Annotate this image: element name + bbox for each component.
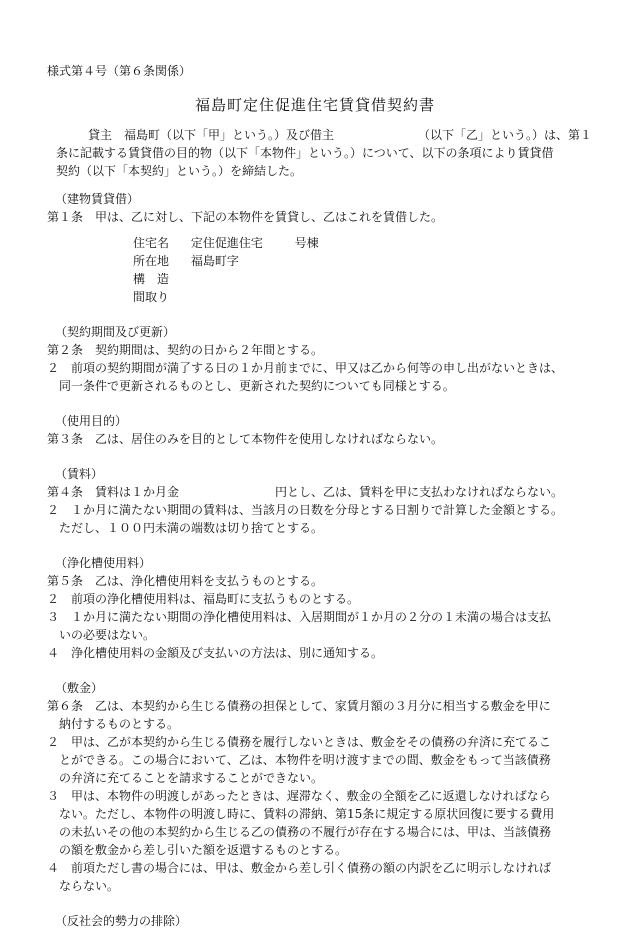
article-1-heading: （建物賃貸借） [55, 192, 140, 206]
property-label: 間取り [133, 290, 170, 304]
article-6-line: の弁済に充てることを請求することができない。 [59, 771, 324, 785]
article-6-line: ない。ただし、本物件の明渡し時に、賃料の滞納、第15条に規定する原状回復に要する費用 [59, 807, 555, 821]
article-3-heading: （使用目的） [55, 414, 128, 428]
article-5-line: ４ 浄化槽使用料の金額及び支払いの方法は、別に通知する。 [47, 646, 384, 660]
property-label: 構 造 [133, 272, 170, 286]
intro-line-1-a: 貸主 福島町（以下「甲」という。）及び借主 [88, 128, 335, 142]
property-value: 定住促進住宅 [190, 236, 263, 250]
article-4-line-1-b: 円とし、乙は、賃料を甲に支払わなければならない。 [275, 485, 564, 499]
property-value: 福島町字 [190, 254, 239, 268]
article-4-heading: （賃料） [55, 467, 104, 481]
contract-body [47, 190, 597, 930]
intro-line-2: 条に記載する賃貸借の目的物（以下「本物件」という。）について、以下の条項により賃貸借 [56, 146, 554, 160]
article-4-line: ２ １か月に満たない期間の賃料は、当該月の日数を分母とする日割りで計算した金額とする。 [47, 503, 564, 517]
article-6-line: ３ 甲は、本物件の明渡しがあったときは、遅滞なく、敷金の全額を乙に返還しなければなら [47, 789, 551, 803]
article-4-line: ただし、１００円未満の端数は切り捨てとする。 [59, 521, 324, 535]
intro-line-1 [56, 126, 596, 144]
form-number: 様式第４号（第６条関係） [47, 64, 192, 78]
intro-paragraph [56, 126, 596, 180]
property-suffix: 号棟 [294, 236, 319, 250]
property-row [133, 288, 597, 306]
article-6-line: の額を敷金から差し引いた額を返還するものとする。 [59, 843, 348, 857]
article-6-line: ならない。 [59, 879, 120, 893]
document-title: 福島町定住促進住宅賃貸借契約書 [194, 96, 435, 114]
article-2-heading: （契約期間及び更新） [55, 325, 176, 339]
article-7-heading: （反社会的勢力の排除） [55, 914, 188, 928]
article-6-line: ２ 甲は、乙が本契約から生じる債務を履行しないときは、敷金をその債務の弁済に充てるこ [47, 735, 552, 749]
article-3-line: 第３条 乙は、居住のみを目的として本物件を使用しなければならない。 [47, 432, 444, 446]
article-5-heading: （浄化槽使用料） [55, 556, 152, 570]
property-table [133, 234, 597, 306]
article-6-line: ４ 前項ただし書の場合には、甲は、敷金から差し引く債務の額の内訳を乙に明示しなければ [47, 861, 552, 875]
article-5-line: いの必要はない。 [59, 628, 156, 642]
article-2-line: 同一条件で更新されるものとし、更新された契約についても同様とする。 [59, 379, 455, 393]
article-2-line: 第２条 契約期間は、契約の日から２年間とする。 [47, 343, 324, 357]
article-6-line: とができる。この場合において、乙は、本物件を明け渡すまでの間、敷金をもって当該債務 [59, 753, 551, 767]
intro-line-1-b: （以下「乙」という。）は、第１ [418, 128, 593, 142]
property-row [133, 270, 597, 288]
property-label: 所在地 [133, 254, 170, 268]
article-6-line: 納付するものとする。 [59, 717, 180, 731]
article-1-line: 第１条 甲は、乙に対し、下記の本物件を賃貸し、乙はこれを賃借した。 [47, 210, 444, 224]
article-4-line-1-a: 第４条 賃料は１か月金 [47, 485, 180, 499]
article-5-line: ２ 前項の浄化槽使用料は、福島町に支払うものとする。 [47, 592, 360, 606]
article-5-line: 第５条 乙は、浄化槽使用料を支払うものとする。 [47, 574, 324, 588]
intro-line-3: 契約（以下「本契約」という。）を締結した。 [56, 164, 303, 178]
property-row [133, 234, 597, 252]
article-4-line-1 [47, 483, 597, 501]
article-6-line: 第６条 乙は、本契約から生じる債務の担保として、家賃月額の３月分に相当する敷金を甲に [47, 699, 551, 713]
property-row [133, 252, 597, 270]
article-6-heading: （敷金） [55, 681, 104, 695]
article-2-line: ２ 前項の契約期間が満了する日の１か月前までに、甲又は乙から何等の申し出がないときは、 [47, 361, 564, 375]
property-label: 住宅名 [133, 236, 170, 250]
article-5-line: ３ １か月に満たない期間の浄化槽使用料は、入居期間が１か月の２分の１未満の場合は支払 [47, 610, 552, 624]
article-6-line: の未払いその他の本契約から生じる乙の債務の不履行が存在する場合には、甲は、当該債務 [59, 825, 552, 839]
